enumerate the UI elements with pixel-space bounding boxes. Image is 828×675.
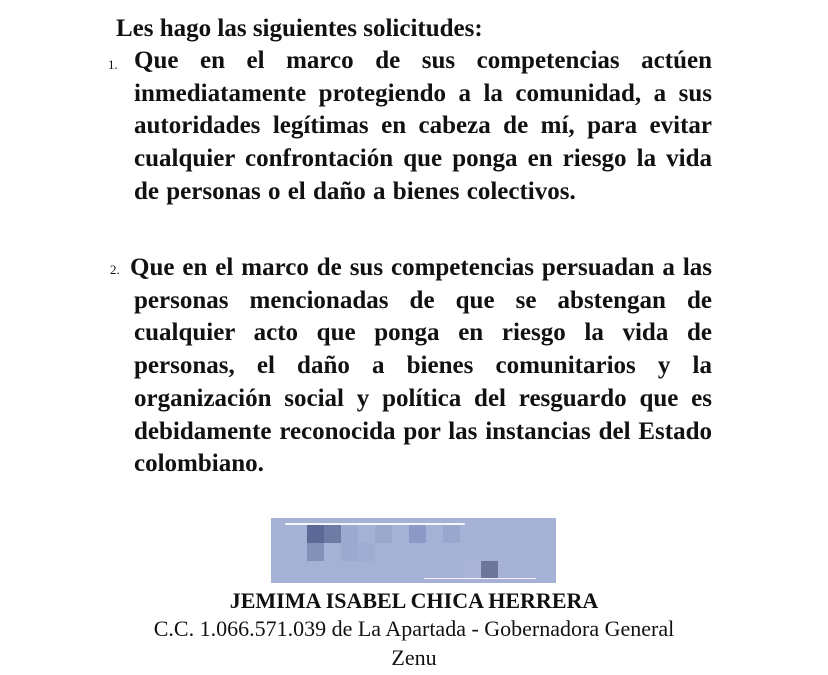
request-item-1 — [108, 45, 712, 209]
pixel-block — [324, 525, 341, 543]
pixel-block — [307, 543, 324, 561]
pixel-block — [341, 525, 358, 543]
signer-organization: Zenu — [391, 645, 437, 670]
signer-id-line: C.C. 1.066.571.039 de La Apartada - Gobernadora General — [153, 616, 675, 641]
pixel-block — [358, 543, 375, 561]
request-number: 2. — [110, 262, 120, 277]
pixel-block — [443, 525, 460, 543]
pixel-block — [341, 543, 358, 561]
pixel-block — [375, 525, 392, 543]
pixel-block — [307, 525, 324, 543]
signer-name: JEMIMA ISABEL CHICA HERRERA — [229, 588, 599, 613]
signature-stroke — [424, 578, 536, 579]
request-item-2 — [108, 252, 712, 481]
redacted-signature-image — [271, 518, 556, 583]
requests-intro: Les hago las siguientes solicitudes: — [116, 15, 483, 42]
pixel-block — [464, 561, 481, 579]
request-number: 1. — [108, 57, 118, 72]
pixel-block — [409, 525, 426, 543]
request-text: Que en el marco de sus competencias persuadan a las personas mencionadas de que se abstengan de cualquier acto que ponga en riesgo la vida de personas, el daño a bienes comunitarios y la organización social y política del resguardo que es debidamente reconocida por las instancias del Estado colombiano. — [130, 254, 712, 478]
request-text: Que en el marco de sus competencias actúen inmediatamente protegiendo a la comunidad, a sus autoridades legítimas en cabeza de mí, para evitar cualquier confrontación que ponga en riesgo la vida de personas o el daño a bienes colectivos. — [134, 47, 712, 205]
pixel-block — [481, 561, 498, 579]
